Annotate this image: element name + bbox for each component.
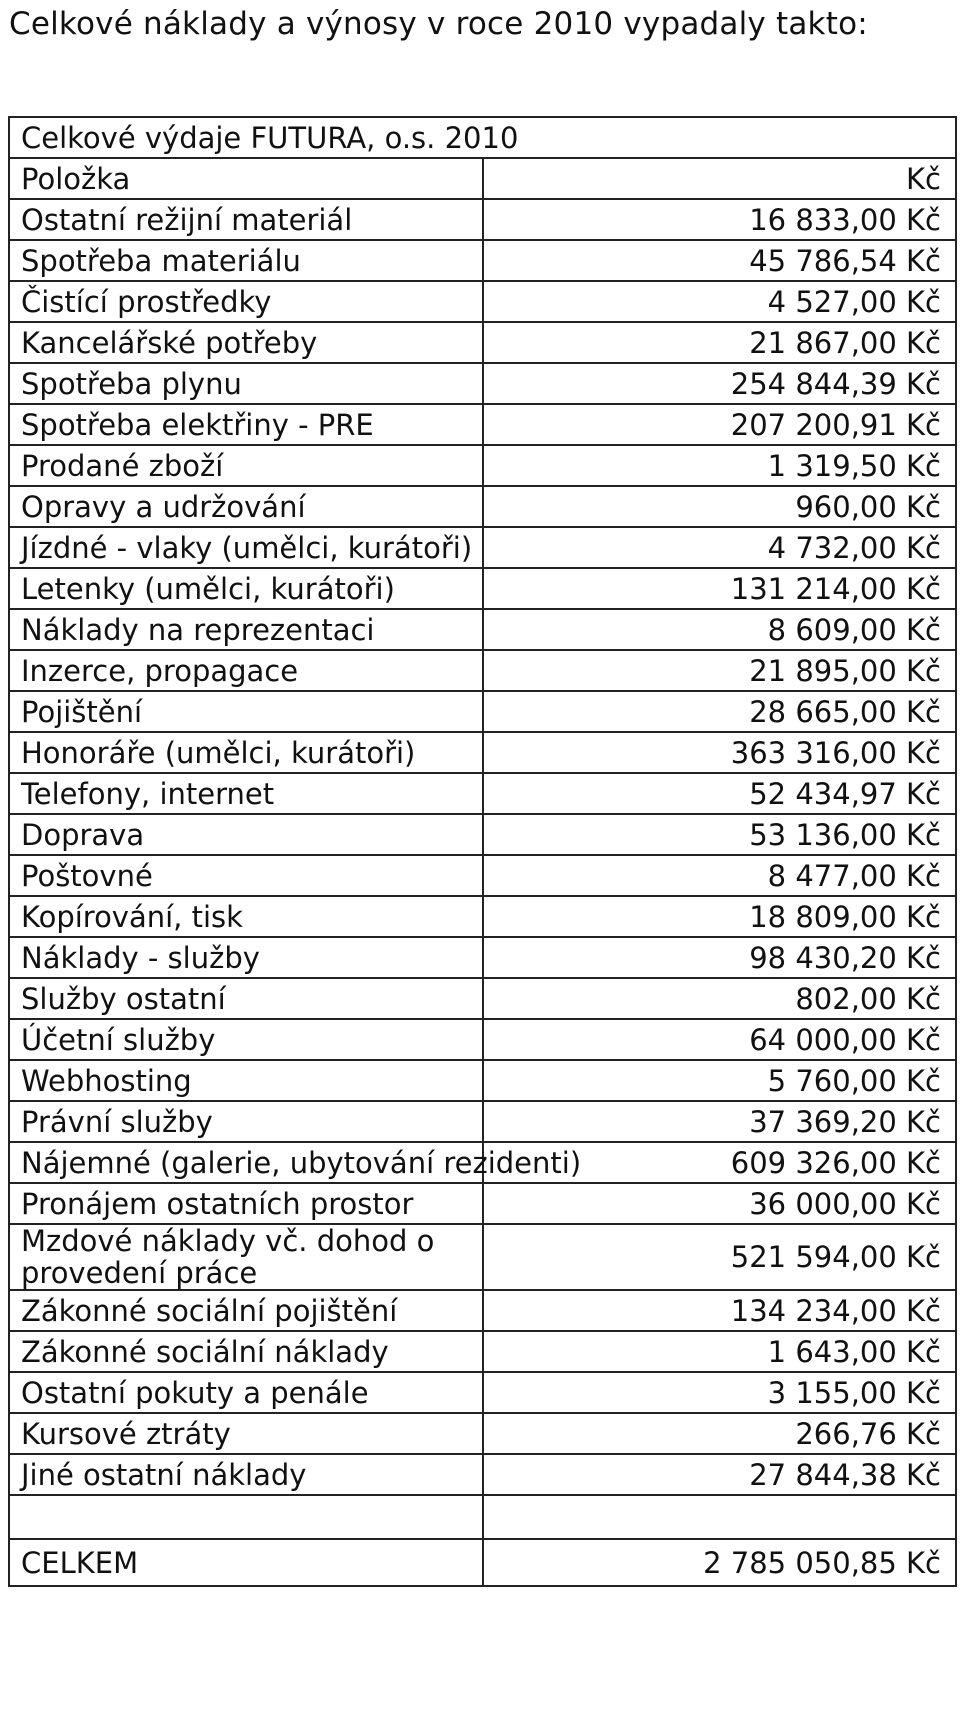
row-item: Mzdové náklady vč. dohod o provedení práce bbox=[9, 1224, 483, 1290]
table-row bbox=[9, 855, 956, 896]
header-amount: Kč bbox=[483, 158, 957, 199]
table-row bbox=[9, 281, 956, 322]
row-item: Kancelářské potřeby bbox=[9, 322, 483, 363]
table-row bbox=[9, 1413, 956, 1454]
total-amount: 2 785 050,85 Kč bbox=[483, 1539, 957, 1586]
header-item: Položka bbox=[9, 158, 483, 199]
row-amount: 16 833,00 Kč bbox=[483, 199, 957, 240]
row-item: Spotřeba plynu bbox=[9, 363, 483, 404]
table-row bbox=[9, 322, 956, 363]
row-amount: 4 527,00 Kč bbox=[483, 281, 957, 322]
empty-cell bbox=[483, 1495, 957, 1539]
row-amount: 21 867,00 Kč bbox=[483, 322, 957, 363]
row-amount: 207 200,91 Kč bbox=[483, 404, 957, 445]
table-row bbox=[9, 896, 956, 937]
row-item: Ostatní režijní materiál bbox=[9, 199, 483, 240]
table-title: Celkové výdaje FUTURA, o.s. 2010 bbox=[9, 117, 956, 158]
table-row bbox=[9, 814, 956, 855]
table-row bbox=[9, 1060, 956, 1101]
row-amount: 98 430,20 Kč bbox=[483, 937, 957, 978]
row-amount: 18 809,00 Kč bbox=[483, 896, 957, 937]
row-item: Webhosting bbox=[9, 1060, 483, 1101]
row-item: Pronájem ostatních prostor bbox=[9, 1183, 483, 1224]
row-item: Spotřeba elektřiny - PRE bbox=[9, 404, 483, 445]
row-amount: 5 760,00 Kč bbox=[483, 1060, 957, 1101]
row-item: Účetní služby bbox=[9, 1019, 483, 1060]
table-row bbox=[9, 937, 956, 978]
row-item: Zákonné sociální náklady bbox=[9, 1331, 483, 1372]
table-row bbox=[9, 773, 956, 814]
page-heading: Celkové náklady a výnosy v roce 2010 vypadaly takto: bbox=[9, 6, 868, 42]
table-title-row bbox=[9, 117, 956, 158]
row-item: Jízdné - vlaky (umělci, kurátoři) bbox=[9, 527, 483, 568]
row-item: Prodané zboží bbox=[9, 445, 483, 486]
table-row bbox=[9, 1101, 956, 1142]
table-header-row bbox=[9, 158, 956, 199]
empty-row bbox=[9, 1495, 956, 1539]
row-amount: 802,00 Kč bbox=[483, 978, 957, 1019]
row-amount: 131 214,00 Kč bbox=[483, 568, 957, 609]
table-row bbox=[9, 445, 956, 486]
row-amount: 266,76 Kč bbox=[483, 1413, 957, 1454]
row-amount: 8 609,00 Kč bbox=[483, 609, 957, 650]
row-item: Honoráře (umělci, kurátoři) bbox=[9, 732, 483, 773]
total-label: CELKEM bbox=[9, 1539, 483, 1586]
table-row bbox=[9, 363, 956, 404]
expenses-table-body bbox=[9, 117, 956, 1586]
table-row bbox=[9, 732, 956, 773]
row-item: Telefony, internet bbox=[9, 773, 483, 814]
table-row bbox=[9, 527, 956, 568]
row-amount: 37 369,20 Kč bbox=[483, 1101, 957, 1142]
row-amount: 363 316,00 Kč bbox=[483, 732, 957, 773]
total-row bbox=[9, 1539, 956, 1586]
table-row bbox=[9, 568, 956, 609]
row-item: Pojištění bbox=[9, 691, 483, 732]
row-item: Právní služby bbox=[9, 1101, 483, 1142]
empty-cell bbox=[9, 1495, 483, 1539]
table-row bbox=[9, 1372, 956, 1413]
table-row bbox=[9, 240, 956, 281]
row-amount: 36 000,00 Kč bbox=[483, 1183, 957, 1224]
row-item: Spotřeba materiálu bbox=[9, 240, 483, 281]
row-amount: 28 665,00 Kč bbox=[483, 691, 957, 732]
row-item: Doprava bbox=[9, 814, 483, 855]
row-amount: 134 234,00 Kč bbox=[483, 1290, 957, 1331]
table-row bbox=[9, 1019, 956, 1060]
table-row bbox=[9, 404, 956, 445]
table-row bbox=[9, 609, 956, 650]
row-amount: 521 594,00 Kč bbox=[483, 1224, 957, 1290]
row-amount: 27 844,38 Kč bbox=[483, 1454, 957, 1495]
row-amount: 53 136,00 Kč bbox=[483, 814, 957, 855]
row-amount: 3 155,00 Kč bbox=[483, 1372, 957, 1413]
row-amount: 45 786,54 Kč bbox=[483, 240, 957, 281]
row-amount: 21 895,00 Kč bbox=[483, 650, 957, 691]
row-item: Služby ostatní bbox=[9, 978, 483, 1019]
expenses-table bbox=[8, 116, 957, 1587]
table-row bbox=[9, 691, 956, 732]
table-row bbox=[9, 650, 956, 691]
table-row bbox=[9, 1454, 956, 1495]
row-amount: 254 844,39 Kč bbox=[483, 363, 957, 404]
table-row bbox=[9, 1290, 956, 1331]
row-item: Nájemné (galerie, ubytování rezidenti) bbox=[9, 1142, 483, 1183]
row-item: Náklady - služby bbox=[9, 937, 483, 978]
row-item: Kursové ztráty bbox=[9, 1413, 483, 1454]
row-amount: 1 319,50 Kč bbox=[483, 445, 957, 486]
row-item: Ostatní pokuty a penále bbox=[9, 1372, 483, 1413]
row-amount: 4 732,00 Kč bbox=[483, 527, 957, 568]
row-item: Poštovné bbox=[9, 855, 483, 896]
row-amount: 52 434,97 Kč bbox=[483, 773, 957, 814]
row-item: Zákonné sociální pojištění bbox=[9, 1290, 483, 1331]
row-amount: 8 477,00 Kč bbox=[483, 855, 957, 896]
table-row bbox=[9, 486, 956, 527]
row-amount: 64 000,00 Kč bbox=[483, 1019, 957, 1060]
row-item: Náklady na reprezentaci bbox=[9, 609, 483, 650]
table-row bbox=[9, 1142, 956, 1183]
row-amount: 1 643,00 Kč bbox=[483, 1331, 957, 1372]
row-amount: 609 326,00 Kč bbox=[483, 1142, 957, 1183]
row-item: Kopírování, tisk bbox=[9, 896, 483, 937]
table-row bbox=[9, 1183, 956, 1224]
row-item: Inzerce, propagace bbox=[9, 650, 483, 691]
row-item: Čistící prostředky bbox=[9, 281, 483, 322]
table-row bbox=[9, 199, 956, 240]
row-item: Jiné ostatní náklady bbox=[9, 1454, 483, 1495]
table-row bbox=[9, 1224, 956, 1290]
row-amount: 960,00 Kč bbox=[483, 486, 957, 527]
table-row bbox=[9, 1331, 956, 1372]
table-row bbox=[9, 978, 956, 1019]
row-item: Opravy a udržování bbox=[9, 486, 483, 527]
row-item: Letenky (umělci, kurátoři) bbox=[9, 568, 483, 609]
